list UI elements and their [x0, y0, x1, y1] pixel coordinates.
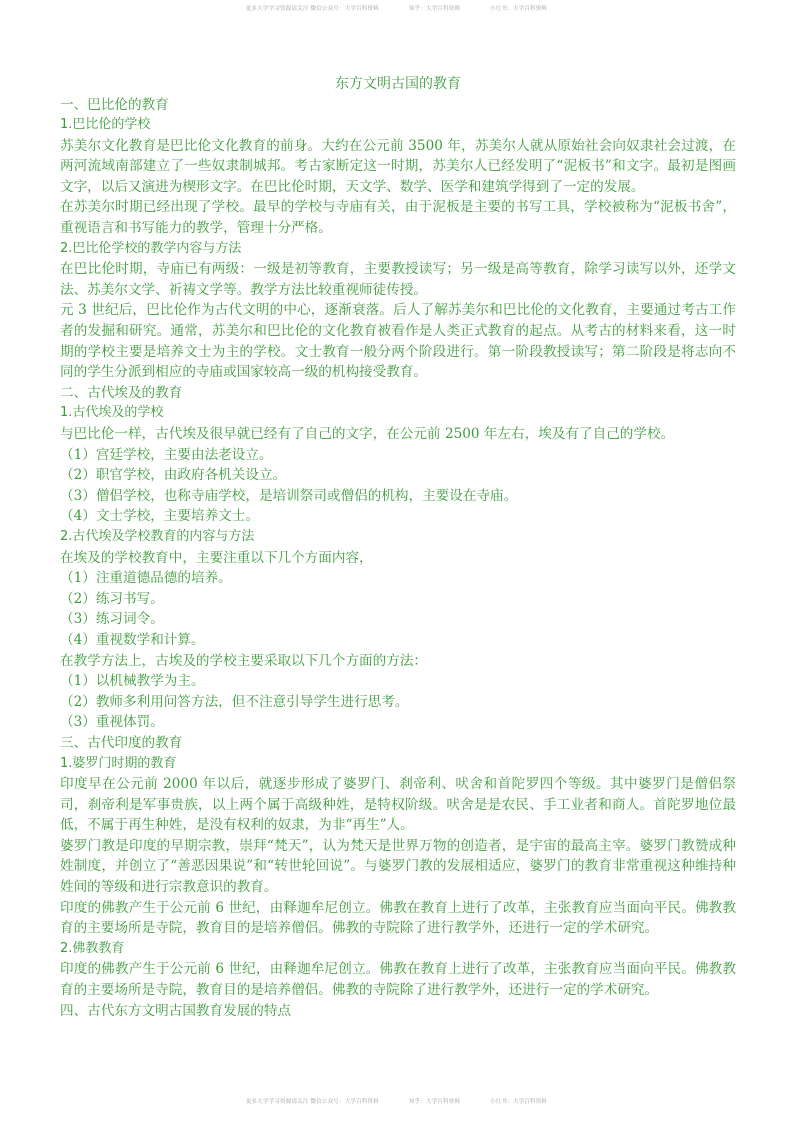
subsection-heading-brahmin: 1.婆罗门时期的教育 — [60, 755, 177, 771]
section-heading-characteristics: 四、古代东方文明古国教育发展的特点 — [60, 1002, 292, 1019]
paragraph: 印度早在公元前 2000 年以后，就逐步形成了婆罗门、刹帝利、吠舍和首陀罗四个等级。其中婆罗门是僧侣祭司，刹帝利是军事贵族，以上两个属于高级种姓，是特权阶级。吠舍是是农民、手工业者和商人。首陀罗地位最低，不属于再生种姓，是没有权利的奴隶，为非“再生”人。 — [60, 776, 736, 834]
document-title: 东方文明古国的教育 — [335, 76, 461, 92]
paragraph: 婆罗门教是印度的早期宗教，崇拜“梵天”，认为梵天是世界万物的创造者，是宇宙的最高主宰。婆罗门教赞成种姓制度，并创立了“善恶因果说”和“转世轮回说”。与婆罗门教的发展相适应，婆罗门的教育非常重视这种维持种姓间的等级和进行宗教意识的教育。 — [60, 837, 736, 896]
list-item: （2）教师多利用问答方法，但不注意引导学生进行思考。 — [60, 693, 409, 710]
list-item: （2）职官学校，由政府各机关设立。 — [60, 467, 287, 484]
paragraph: 在巴比伦时期，寺庙已有两级：一级是初等教育，主要教授读写；另一级是高等教育，除学习读写以外，还学文法、苏美尔文学、祈祷文学等。教学方法比较重视师徒传授。 — [60, 261, 736, 298]
paragraph: 苏美尔文化教育是巴比伦文化教育的前身。大约在公元前 3500 年，苏美尔人就从原始社会向奴隶社会过渡，在两河流域南部建立了一些奴隶制城邦。考古家断定这一时期，苏美尔人已经发明了“泥板书”和文字。最初是图画文字，以后又演进为楔形文字。在巴比伦时期，天文学、数学、医学和建筑学得到了一定的发展。 — [60, 137, 736, 195]
list-item: （3）僧侣学校，也称寺庙学校，是培训祭司或僧侣的机构，主要设在寺庙。 — [60, 487, 518, 504]
watermark-zhihu: 知乎：大学百科资料 — [408, 1099, 461, 1105]
footer-watermark — [0, 1097, 793, 1105]
section-heading-egypt: 二、古代埃及的教育 — [60, 384, 183, 401]
list-item: （1）注重道德品德的培养。 — [60, 570, 232, 587]
list-item: （3）重视体罚。 — [60, 714, 164, 731]
watermark-xiaohongshu: 小红书：大学百科资料 — [490, 6, 548, 12]
paragraph: 与巴比伦一样，古代埃及很早就已经有了自己的文字，在公元前 2500 年左右，埃及有了自己的学校。 — [60, 426, 675, 442]
paragraph: 印度的佛教产生于公元前 6 世纪，由释迦牟尼创立。佛教在教育上进行了改革，主张教育应当面向平民。佛教教育的主要场所是寺院，教育目的是培养僧侣。佛教的寺院除了进行教学外，还进行一定的学术研究。 — [60, 899, 736, 937]
subsection-heading-egypt-content: 2.古代埃及学校教育的内容与方法 — [60, 528, 255, 544]
watermark-zhihu: 知乎：大学百科资料 — [408, 6, 461, 12]
paragraph: 在埃及的学校教育中，主要注重以下几个方面内容， — [60, 549, 373, 566]
subsection-heading-buddhist: 2.佛教教育 — [60, 940, 125, 956]
paragraph: 元 3 世纪后，巴比伦作为古代文明的中心，逐渐衰落。后人了解苏美尔和巴比伦的文化教育，主要通过考古工作者的发掘和研究。通常，苏美尔和巴比伦的文化教育被看作是人类正式教育的起点。从考古的材料来看，这一时期的学校主要是培养文士为主的学校。文士教育一般分两个阶段进行。第一阶段教授读写；第二阶段是将志向不同的学生分派到相应的寺庙或国家较高一级的机构接受教育。 — [60, 302, 736, 381]
subsection-heading-egypt-schools: 1.古代埃及的学校 — [60, 405, 164, 421]
watermark-wechat: 更多大学学习资源请关注 微信公众号：大学百科资料 — [245, 1099, 379, 1105]
list-item: （1）宫廷学校，主要由法老设立。 — [60, 446, 273, 463]
list-item: （1）以机械教学为主。 — [60, 673, 205, 690]
list-item: （4）重视数学和计算。 — [60, 631, 205, 648]
subsection-heading-babylon-schools: 1.巴比伦的学校 — [60, 117, 151, 133]
watermark-wechat: 更多大学学习资源请关注 微信公众号：大学百科资料 — [245, 6, 379, 12]
section-heading-india: 三、古代印度的教育 — [60, 734, 183, 751]
header-watermark — [0, 4, 793, 12]
paragraph: 在苏美尔时期已经出现了学校。最早的学校与寺庙有关，由于泥板是主要的书写工具，学校被称为“泥板书舍”，重视语言和书写能力的教学，管理十分严格。 — [60, 199, 736, 237]
document-page — [60, 74, 736, 1021]
paragraph: 在教学方法上，古埃及的学校主要采取以下几个方面的方法： — [60, 652, 428, 669]
section-heading-babylon: 一、巴比伦的教育 — [60, 96, 169, 113]
list-item: （4）文士学校，主要培养文士。 — [60, 508, 259, 525]
list-item: （2）练习书写。 — [60, 590, 164, 607]
watermark-xiaohongshu: 小红书：大学百科资料 — [490, 1099, 548, 1105]
list-item: （3）练习词令。 — [60, 611, 164, 628]
paragraph: 印度的佛教产生于公元前 6 世纪，由释迦牟尼创立。佛教在教育上进行了改革，主张教育应当面向平民。佛教教育的主要场所是寺院，教育目的是培养僧侣。佛教的寺院除了进行教学外，还进行一定的学术研究。 — [60, 961, 736, 999]
subsection-heading-babylon-content: 2.巴比伦学校的教学内容与方法 — [60, 240, 242, 256]
